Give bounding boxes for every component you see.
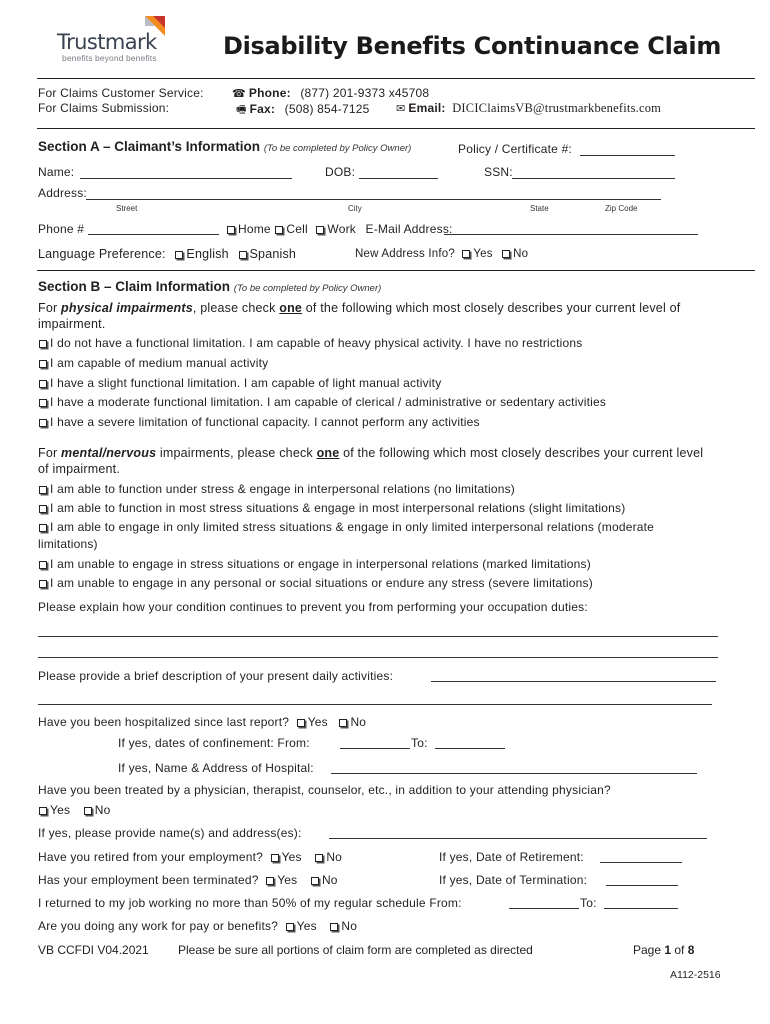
english-checkbox[interactable] <box>175 251 183 259</box>
list-item: I am able to function under stress & engage in interpersonal relations (no limitations) <box>38 482 515 496</box>
mental-option-checkbox[interactable] <box>39 561 47 569</box>
section-b-hint: (To be completed by Policy Owner) <box>233 283 382 294</box>
explain-field-line[interactable] <box>38 636 718 637</box>
mental-intro: For mental/nervous impairments, please check one of the following which most closely describes your current level <box>38 446 704 460</box>
mental-option-checkbox[interactable] <box>39 505 47 513</box>
work-yes-checkbox[interactable] <box>286 923 294 931</box>
address-field[interactable] <box>86 199 661 200</box>
termination-date-field[interactable] <box>606 885 678 886</box>
list-item: I do not have a functional limitation. I am capable of heavy physical activity. I have no restrictions <box>38 336 582 350</box>
list-item: I am able to engage in only limited stress situations & engage in only limited interpersonal relations (moderate <box>38 520 654 534</box>
zip-caption: Zip Code <box>605 204 638 213</box>
physical-intro-cont: impairment. <box>38 317 106 331</box>
language-label: Language Preference: <box>38 247 166 261</box>
phone-value: (877) 201-9373 x45708 <box>300 86 430 100</box>
doc-code: A112-2516 <box>670 969 721 981</box>
spanish-checkbox[interactable] <box>239 251 247 259</box>
ssn-field[interactable] <box>512 178 675 179</box>
mental-option-checkbox[interactable] <box>39 580 47 588</box>
fax-label: Fax: <box>249 102 276 116</box>
customer-service-label: For Claims Customer Service: <box>38 86 204 100</box>
email-address-label: E-Mail Address: <box>365 222 453 236</box>
confinement-from-field[interactable] <box>340 748 410 749</box>
hospitalized-question: Have you been hospitalized since last report? <box>38 715 290 729</box>
phone-number-field[interactable] <box>88 234 219 235</box>
fax-value: (508) 854-7125 <box>284 102 370 116</box>
treated-yes-checkbox[interactable] <box>39 807 47 815</box>
work-row: Are you doing any work for pay or benefits? Yes No <box>38 919 358 933</box>
home-label: Home <box>238 222 271 236</box>
confinement-label: If yes, dates of confinement: From: <box>118 736 310 750</box>
confinement-to-label: To: <box>411 736 428 750</box>
logo-wordmark: Trustmark <box>57 30 157 54</box>
state-caption: State <box>530 204 549 213</box>
divider <box>37 128 755 129</box>
footer-notice: Please be sure all portions of claim form are completed as directed <box>178 943 533 957</box>
work-label: Work <box>327 222 356 236</box>
list-item: I am able to function in most stress situations & engage in most interpersonal relations (slight limitations) <box>38 501 625 515</box>
hospitalized-yes-checkbox[interactable] <box>297 719 305 727</box>
phone-row <box>38 222 84 236</box>
form-id: VB CCFDI V04.2021 <box>38 943 149 957</box>
terminated-row: Has your employment been terminated? Yes No <box>38 873 338 887</box>
provide-names-label: If yes, please provide name(s) and address(es): <box>38 826 302 840</box>
dob-field[interactable] <box>359 178 438 179</box>
mental-option-checkbox[interactable] <box>39 486 47 494</box>
spanish-label: Spanish <box>249 247 297 261</box>
yes-label: Yes <box>473 248 493 260</box>
street-caption: Street <box>116 204 138 213</box>
termination-date-label: If yes, Date of Termination: <box>439 873 588 887</box>
section-a-hint: (To be completed by Policy Owner) <box>263 143 412 154</box>
email-value[interactable]: DICIClaimsVB@trustmarkbenefits.com <box>452 101 662 115</box>
name-field[interactable] <box>80 178 292 179</box>
phone-contact <box>232 86 429 100</box>
terminated-question: Has your employment been terminated? <box>38 873 259 887</box>
explain-field-line[interactable] <box>38 657 718 658</box>
treated-question: Have you been treated by a physician, therapist, counselor, etc., in addition to your attending physician? <box>38 783 611 797</box>
policy-label: Policy / Certificate #: <box>458 142 572 156</box>
terminated-no-checkbox[interactable] <box>311 877 319 885</box>
mental-option-checkbox[interactable] <box>39 524 47 532</box>
hospital-field[interactable] <box>331 773 697 774</box>
cell-label: Cell <box>286 222 308 236</box>
confinement-to-field[interactable] <box>435 748 505 749</box>
work-question: Are you doing any work for pay or benefits? <box>38 919 279 933</box>
logo-tagline: benefits beyond benefits <box>62 53 157 63</box>
returned-to-label: To: <box>580 896 597 910</box>
cell-checkbox[interactable] <box>275 226 283 234</box>
english-label: English <box>186 247 229 261</box>
email-address-field[interactable] <box>444 234 698 235</box>
new-address-row <box>355 248 528 260</box>
page-title: Disability Benefits Continuance Claim <box>223 32 722 60</box>
retired-no-checkbox[interactable] <box>315 854 323 862</box>
section-a-heading: Section A – Claimant’s Information (To be completed by Policy Owner) <box>38 139 412 154</box>
page-number: Page 1 of 8 <box>633 943 695 957</box>
returned-label: I returned to my job working no more than 50% of my regular schedule From: <box>38 896 462 910</box>
provide-names-field[interactable] <box>329 838 707 839</box>
list-item: I am unable to engage in any personal or social situations or endure any stress (severe limitations) <box>38 576 593 590</box>
hospitalized-no-checkbox[interactable] <box>339 719 347 727</box>
section-b-heading: Section B – Claim Information (To be completed by Policy Owner) <box>38 279 382 294</box>
list-item-cont: limitations) <box>38 537 98 551</box>
name-label: Name: <box>38 165 75 179</box>
email-contact <box>396 101 661 116</box>
physical-intro: For physical impairments, please check one of the following which most closely describes your current level of <box>38 301 681 315</box>
returned-from-field[interactable] <box>509 908 579 909</box>
daily-field[interactable] <box>431 681 716 682</box>
retired-question: Have you retired from your employment? <box>38 850 264 864</box>
retired-yes-checkbox[interactable] <box>271 854 279 862</box>
phone-number-label: Phone # <box>38 222 85 236</box>
address-label: Address: <box>38 186 87 200</box>
divider <box>37 78 755 79</box>
list-item: I have a severe limitation of functional capacity. I cannot perform any activities <box>38 415 480 429</box>
language-row <box>38 247 296 261</box>
phone-label: Phone: <box>248 86 291 100</box>
explain-prompt: Please explain how your condition continues to prevent you from performing your occupation duties: <box>38 600 588 614</box>
physical-option-checkbox[interactable] <box>39 380 47 388</box>
home-checkbox[interactable] <box>227 226 235 234</box>
mental-intro-cont: of impairment. <box>38 462 120 476</box>
terminated-yes-checkbox[interactable] <box>266 877 274 885</box>
ssn-label: SSN: <box>484 165 513 179</box>
treated-no-checkbox[interactable] <box>84 807 92 815</box>
physical-option-checkbox[interactable] <box>39 340 47 348</box>
list-item: I have a slight functional limitation. I am capable of light manual activity <box>38 376 441 390</box>
daily-prompt: Please provide a brief description of your present daily activities: <box>38 669 394 683</box>
new-address-label: New Address Info? <box>355 248 455 260</box>
city-caption: City <box>348 204 362 213</box>
returned-to-field[interactable] <box>604 908 678 909</box>
mail-icon: ✉ <box>396 103 406 115</box>
no-label: No <box>513 248 529 260</box>
submission-label: For Claims Submission: <box>38 101 170 115</box>
work-checkbox[interactable] <box>316 226 324 234</box>
phone-type-options <box>226 222 453 236</box>
retirement-date-field[interactable] <box>600 862 682 863</box>
divider <box>37 270 755 271</box>
new-address-yes-checkbox[interactable] <box>462 250 470 258</box>
hospitalized-row: Have you been hospitalized since last report? Yes No <box>38 715 367 729</box>
list-item: I am capable of medium manual activity <box>38 356 268 370</box>
list-item: I am unable to engage in stress situations or engage in interpersonal relations (marked limitations) <box>38 557 591 571</box>
work-no-checkbox[interactable] <box>330 923 338 931</box>
physical-option-checkbox[interactable] <box>39 399 47 407</box>
list-item: I have a moderate functional limitation. I am capable of clerical / administrative or sedentary activities <box>38 395 606 409</box>
physical-option-checkbox[interactable] <box>39 419 47 427</box>
email-label: Email: <box>408 101 446 115</box>
fax-icon: 🖷 <box>236 104 247 116</box>
physical-option-checkbox[interactable] <box>39 360 47 368</box>
retirement-date-label: If yes, Date of Retirement: <box>439 850 584 864</box>
daily-field-line[interactable] <box>38 704 712 705</box>
retired-row: Have you retired from your employment? Yes No <box>38 850 343 864</box>
fax-contact <box>236 101 370 120</box>
hospital-label: If yes, Name & Address of Hospital: <box>118 761 314 775</box>
policy-field[interactable] <box>580 155 675 156</box>
treated-options: Yes No <box>38 803 110 817</box>
dob-label: DOB: <box>325 165 356 179</box>
new-address-no-checkbox[interactable] <box>502 250 510 258</box>
phone-icon: ☎ <box>232 88 246 100</box>
